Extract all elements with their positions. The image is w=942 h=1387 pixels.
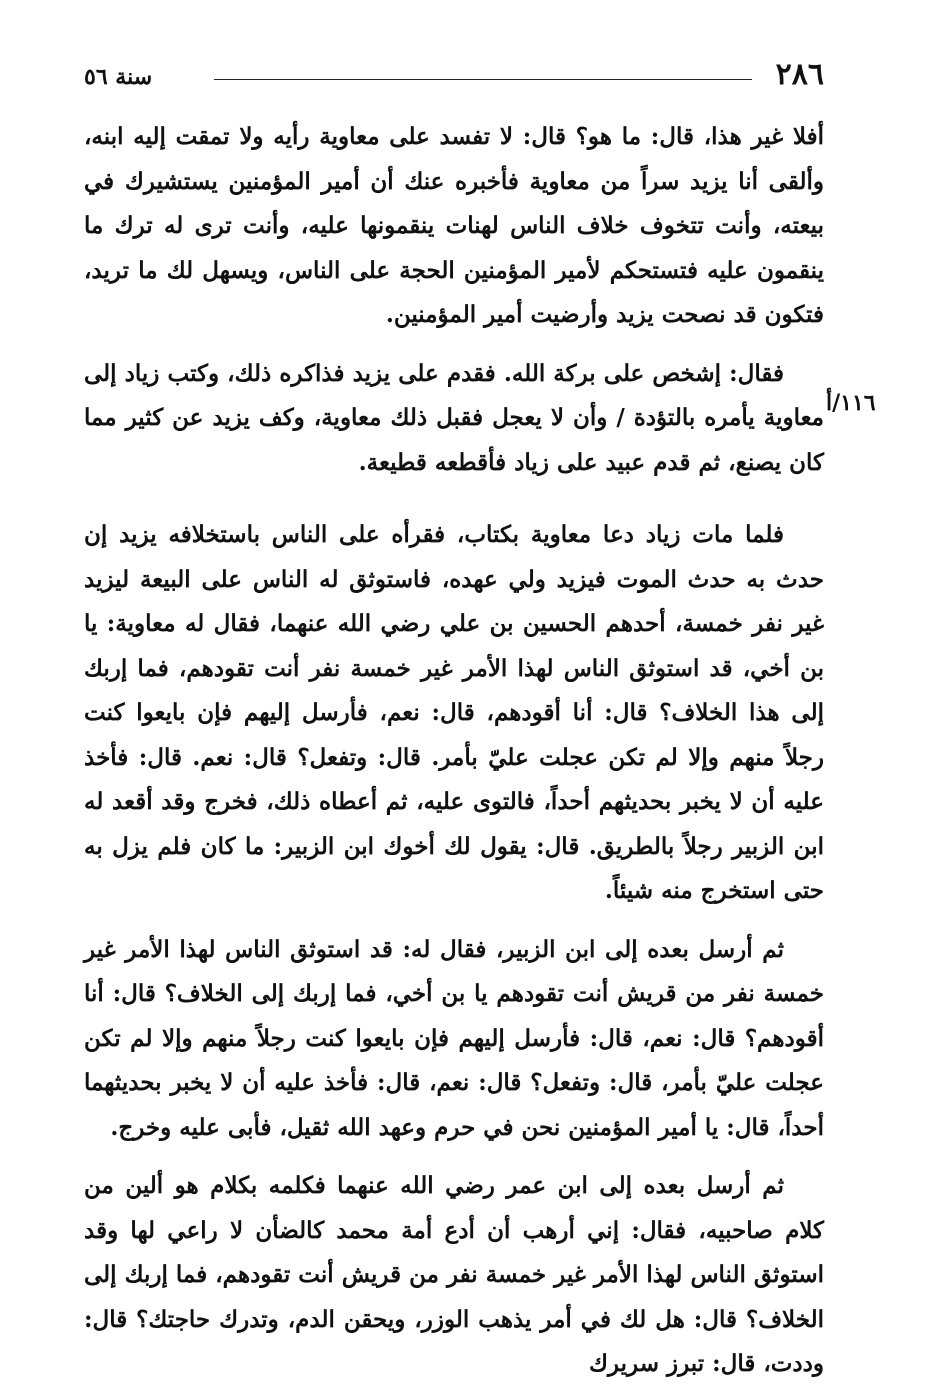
paragraph-2: فقال: إشخص على بركة الله. فقدم على يزيد فذاكره ذلك، وكتب زياد إلى معاوية يأمره بالتؤدة / وأن لا يعجل فقبل ذلك معاوية، وكف يزيد عن كثير مما كان يصنع، ثم قدم عبيد على زياد فأقطعه قطيعة. (84, 359, 824, 476)
paragraph-1: أفلا غير هذا، قال: ما هو؟ قال: لا تفسد على معاوية رأيه ولا تمقت إليه ابنه، وألقى أنا يزيد سراً من معاوية فأخبره عنك أن أمير المؤمنين يستشيرك في بيعته، وأنت تتخوف خلاف الناس لهنات ينقمونها عليه، وأنت ترى له ترك ما ينقمون عليه فتستحكم لأمير المؤمنين الحجة على الناس، ويسهل لك ما تريد، فتكون قد نصحت يزيد وأرضيت أمير المؤمنين. (84, 123, 824, 328)
page-header (84, 58, 824, 98)
paragraph-gap (84, 914, 824, 928)
paragraph-gap (84, 1150, 824, 1164)
paragraph-3: فلما مات زياد دعا معاوية بكتاب، فقرأه على الناس باستخلافه يزيد إن حدث به حدث الموت فيزيد ولي عهده، فاستوثق له الناس على البيعة ليزيد غير نفر خمسة، أحدهم الحسين بن علي رضي الله عنهما، فقال له معاوية: يا بن أخي، قد استوثق الناس لهذا الأمر غير خمسة نفر أنت تقودهم، فما إربك إلى هذا الخلاف؟ قال: أنا أقودهم، قال: نعم، فأرسل إليهم فإن بايعوا كنت رجلاً منهم وإلا لم تكن عجلت عليّ بأمر. قال: وتفعل؟ قال: نعم. قال: فأخذ عليه أن لا يخبر بحديثهم أحداً، فالتوى عليه، ثم أعطاه ذلك، فخرج وقد أقعد له ابن الزبير رجلاً بالطريق. قال: يقول لك أخوك ابن الزبير: ما كان فلم يزل به حتى استخرج منه شيئاً. (84, 521, 824, 904)
paragraph-gap (84, 338, 824, 352)
paragraph-5: ثم أرسل بعده إلى ابن عمر رضي الله عنهما فكلمه بكلام هو ألين من كلام صاحبيه، فقال: إني أرهب أن أدع أمة محمد كالضأن لا راعي لها وقد استوثق الناس لهذا الأمر غير خمسة نفر من قريش أنت تقودهم، فما إربك إلى الخلاف؟ قال: هل لك في أمر يذهب الوزر، ويحقن الدم، وتدرك حاجتك؟ قال: وددت، قال: تبرز سريرك (84, 1172, 824, 1377)
paragraph-4: ثم أرسل بعده إلى ابن الزبير، فقال له: قد استوثق الناس لهذا الأمر غير خمسة نفر من قريش أنت تقودهم يا بن أخي، فما إربك إلى الخلاف؟ قال: أنا أقودهم؟ قال: نعم، قال: فأرسل إليهم فإن بايعوا كنت رجلاً منهم وإلا لم تكن عجلت عليّ بأمر، قال: وتفعل؟ قال: نعم، قال: فأخذ عليه أن لا يخبر بحديثهما أحداً، قال: يا أمير المؤمنين نحن في حرم وعهد الله ثقيل، فأبى عليه وخرج. (84, 935, 824, 1141)
running-head: سنة ٥٦ (84, 64, 153, 90)
body-text (84, 115, 824, 1387)
manuscript-folio-note: ١١٦/أ (826, 390, 876, 416)
header-rule (214, 79, 752, 80)
paragraph-gap (84, 485, 824, 513)
page-number: ٢٨٦ (775, 57, 824, 92)
